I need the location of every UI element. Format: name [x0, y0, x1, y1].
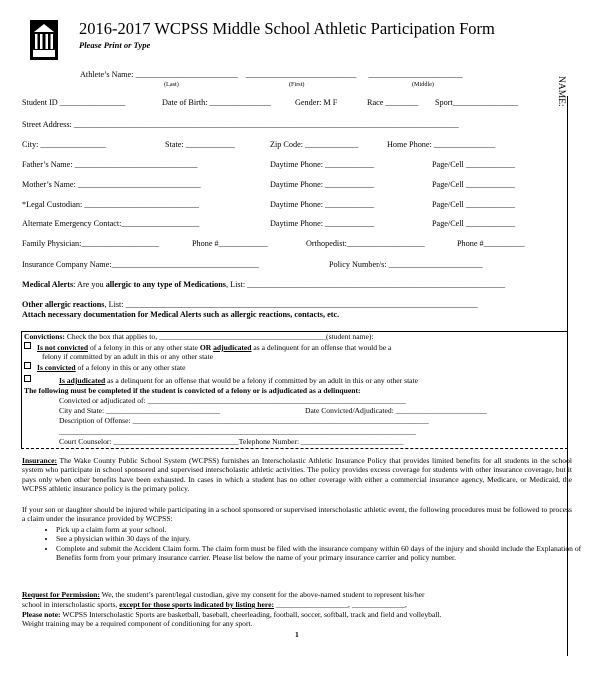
medical-alerts-field[interactable] — [22, 280, 505, 290]
father-page-cell-field[interactable]: Page/Cell ____________ — [432, 160, 516, 169]
street-address-field[interactable]: Street Address: ______________________________________________________________________________________________ — [22, 120, 459, 129]
list-item: • Complete and submit the Accident Claim form. The claim form must be filed with the insurance company within 60 days of the injury and should include the Explanation of Benefits form from your primary insurance carrier. Please list below the name of your primary insurance carrier and policy number. — [56, 544, 586, 563]
not-convicted-label: Is not convicted — [37, 343, 89, 352]
convictions-label: Convictions: — [24, 332, 65, 341]
page-title: 2016-2017 WCPSS Middle School Athletic Participation Form — [79, 19, 495, 38]
school-building-logo-icon — [30, 20, 58, 60]
zip-code-field[interactable]: Zip Code: _____________ — [270, 140, 359, 149]
wcpss-logo — [30, 20, 58, 60]
option-is-convicted[interactable] — [24, 362, 185, 372]
other-allergic-line: , List: ______________________________________________________________________________________ — [104, 300, 478, 309]
checkbox-not-convicted[interactable] — [24, 342, 31, 349]
insurance-company-field[interactable]: Insurance Company Name:____________________________________ — [22, 260, 259, 269]
conviction-city-state-field[interactable]: City and State: ______________________________ — [59, 406, 220, 415]
mother-daytime-phone-field[interactable]: Daytime Phone: ____________ — [270, 180, 375, 189]
please-note — [22, 610, 441, 619]
claim-steps-list — [22, 525, 586, 562]
student-id-field[interactable]: Student ID ________________ — [22, 98, 126, 107]
first-caption: (First) — [289, 81, 305, 88]
not-convicted-text: of a felony in this or any other state — [88, 343, 200, 352]
home-phone-field[interactable]: Home Phone: _______________ — [387, 140, 496, 149]
custodian-page-cell-field[interactable]: Page/Cell ____________ — [432, 200, 516, 209]
checkbox-is-convicted[interactable] — [24, 362, 31, 369]
please-note-text: WCPSS Interscholastic Sports are basketball, baseball, cheerleading, football, soccer, softball, track and field and volleyball. — [60, 610, 442, 619]
date-of-birth-field[interactable]: Date of Birth: _______________ — [162, 98, 271, 107]
last-caption: (Last) — [164, 81, 179, 88]
orthopedist-phone-field[interactable]: Phone #__________ — [457, 239, 525, 248]
convictions-intro — [24, 332, 374, 341]
insurance-body: The Wake County Public School System (WCPSS) furnishes an Interscholastic Athletic Insurance Policy that provides limited benefits for all students in the school system who participate in school sponsored and supervised interscholastic athletic activities. The policy provides excess coverage for students with other insurance coverage, but it pays only when other benefits have been exhausted. In cases in which a student has no other coverage with either a commercial insurance agency, Medicare, or Medicaid, the WCPSS athletic insurance policy is the primary policy. — [22, 456, 572, 493]
permission-exceptions-field[interactable] — [22, 600, 407, 609]
is-convicted-label: Is convicted — [37, 363, 76, 372]
list-item: • See a physician within 30 days of the injury. — [56, 534, 586, 543]
alternate-contact-field[interactable]: Alternate Emergency Contact:___________________ — [22, 219, 200, 228]
option-is-adjudicated[interactable] — [24, 375, 418, 385]
race-field[interactable]: Race ________ — [367, 98, 419, 107]
option-not-convicted-line2: felony if committed by an adult in this or any other state — [42, 352, 214, 361]
checkbox-is-adjudicated[interactable] — [24, 375, 31, 382]
alternate-page-cell-field[interactable]: Page/Cell ____________ — [432, 219, 516, 228]
medical-alerts-line: , List: _______________________________________________________________ — [225, 280, 506, 289]
legal-custodian-field[interactable]: *Legal Custodian: ____________________________ — [22, 200, 199, 209]
gender-field[interactable]: Gender: M F — [295, 98, 338, 107]
convictions-intro-text: Check the box that applies to, ____________________________________________(student name): — [64, 332, 374, 341]
permission-text: We, the student’s parent/legal custodian, give my consent for the above-named student to represent his/her — [99, 590, 425, 599]
athlete-name-first-line: ___________________________ — [245, 70, 357, 79]
not-convicted-text-2: as a delinquent for an offense that would be a — [251, 343, 392, 352]
request-for-permission — [22, 590, 425, 599]
permission-label: Request for Permission: — [22, 590, 100, 599]
side-name-label: NAME: — [556, 76, 566, 107]
convicted-of-field[interactable]: Convicted or adjudicated of: ____________________________________________________________________ — [59, 396, 406, 405]
exceptions-label: except for those sports indicated by listing here: — [119, 600, 274, 609]
city-field[interactable]: City: ________________ — [22, 140, 106, 149]
alternate-daytime-phone-field[interactable]: Daytime Phone: ____________ — [270, 219, 375, 228]
physician-phone-field[interactable]: Phone #____________ — [192, 239, 268, 248]
athlete-name-label: Athlete’s Name: _________________________ — [80, 70, 238, 79]
please-note-label: Please note: — [22, 610, 61, 619]
medical-alerts-question: : Are you — [73, 280, 106, 289]
permission-line2-text: school in interscholastic sports, — [22, 600, 120, 609]
father-name-field[interactable]: Father’s Name: ______________________________ — [22, 160, 198, 169]
or-word: OR — [199, 343, 212, 352]
list-item: • Pick up a claim form at your school. — [56, 525, 586, 534]
father-daytime-phone-field[interactable]: Daytime Phone: ____________ — [270, 160, 375, 169]
family-physician-field[interactable]: Family Physician:___________________ — [22, 239, 160, 248]
page-number: 1 — [295, 630, 299, 639]
offense-description-field[interactable]: Description of Offense: ______________________________________________________________________________ — [59, 416, 429, 425]
mother-name-field[interactable]: Mother’s Name: ______________________________ — [22, 180, 201, 189]
is-adjudicated-label: Is adjudicated — [59, 376, 106, 385]
offense-description-line2[interactable]: ______________________________________________________________________________________________ — [59, 427, 416, 436]
weight-training-note: Weight training may be a required component of conditioning for any sport. — [22, 619, 253, 628]
claim-procedure-paragraph: If your son or daughter should be injured while participating in a school sponsored or supervised interscholastic athletic event, the following procedures must be followed to process a claim under the insurance provided by WCPSS: — [22, 505, 572, 524]
is-convicted-text: of a felony in this or any other state — [75, 363, 186, 372]
state-field[interactable]: State: ____________ — [165, 140, 235, 149]
athlete-name-field[interactable] — [80, 70, 463, 80]
other-allergic-reactions-field[interactable] — [22, 300, 478, 310]
policy-number-field[interactable]: Policy Number/s: _______________________ — [329, 260, 483, 269]
insurance-label: Insurance: — [22, 456, 58, 465]
date-convicted-field[interactable]: Date Convicted/Adjudicated: ________________________ — [305, 406, 487, 415]
medical-alerts-label: Medical Alerts — [22, 280, 74, 289]
mother-page-cell-field[interactable]: Page/Cell ____________ — [432, 180, 516, 189]
sport-field[interactable]: Sport________________ — [435, 98, 519, 107]
adjudicated-word: adjudicated — [213, 343, 252, 352]
is-adjudicated-text: as a delinquent for an offense that would be a felony if committed by an adult in this or any other state — [105, 376, 419, 385]
attach-documentation-note: Attach necessary documentation for Medical Alerts such as allergic reactions, contacts, etc. — [22, 310, 340, 319]
orthopedist-field[interactable]: Orthopedist:___________________ — [306, 239, 425, 248]
insurance-paragraph — [22, 456, 572, 493]
custodian-daytime-phone-field[interactable]: Daytime Phone: ____________ — [270, 200, 375, 209]
athlete-name-middle-line: _______________________ — [368, 70, 463, 79]
court-counselor-field[interactable]: Court Counselor: _________________________________Telephone Number: ___________________________ — [59, 437, 404, 446]
exceptions-lines: ___________________, ______________, — [273, 600, 407, 609]
other-allergic-label: Other allergic reactions — [22, 300, 105, 309]
middle-caption: (Middle) — [412, 81, 434, 88]
option-not-convicted[interactable] — [24, 342, 391, 352]
medical-alerts-bold: allergic to any type of Medications — [105, 280, 226, 289]
page-subtitle: Please Print or Type — [79, 40, 151, 50]
must-complete-note: The following must be completed if the student is convicted of a felony or is adjudicated as a delinquent: — [24, 386, 361, 395]
